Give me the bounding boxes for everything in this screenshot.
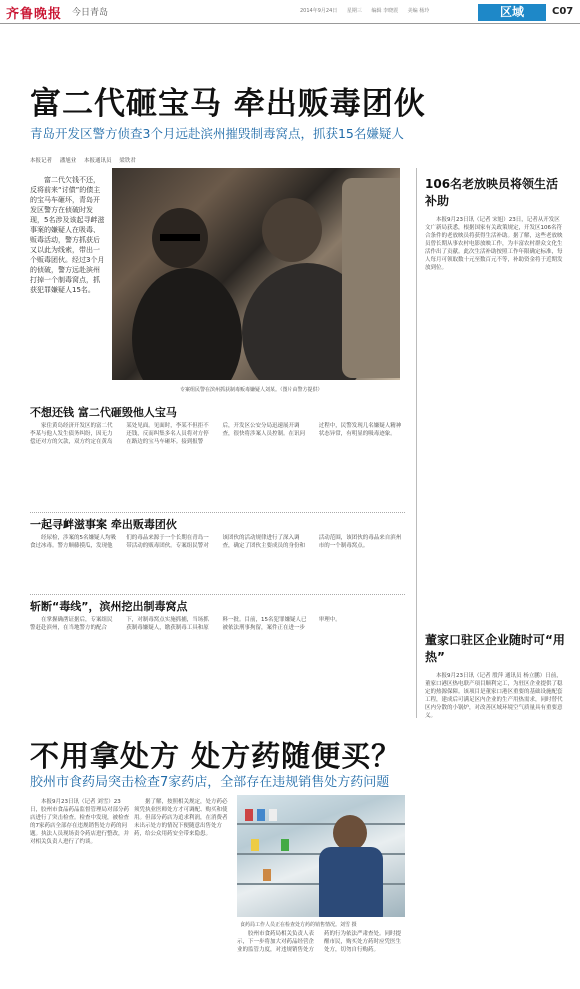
second-subheadline: 胶州市食药局突击检查7家药店，全部存在违规销售处方药问题 [30,775,390,790]
lead-subheadline: 青岛开发区警方侦查3个月远赴滨州摧毁制毒窝点，抓获15名嫌疑人 [30,126,404,141]
issue-info [300,7,437,14]
section-head-3: 斩断“毒线”，滨州挖出制毒窝点 [30,600,188,613]
divider [30,594,405,595]
lead-photo-caption: 专案组民警在滨州抓获制毒贩毒嫌疑人刘某。（图片由警方提供） [180,387,323,393]
byline-part: 本报通讯员 [84,158,112,164]
right-story-1-head: 106名老放映员将领生活补助 [425,177,559,208]
newspaper-logo: 齐鲁晚报 [6,7,63,22]
byline-part: 潘旭业 [59,158,77,164]
section-text-2: 经尿检，涉案的5名嫌疑人均吸食过冰毒。警方顺藤摸瓜，发现他们的毒品来源于一个长期在青岛一带活动的贩毒团伙。专案组民警对该团伙的活动规律进行了深入调查，确定了团伙主要成员的身份和活动范围，该团伙的毒品来自滨州市的一个制毒窝点。 [30,535,402,549]
lead-byline [30,156,142,164]
section-head-2: 一起寻衅滋事案 牵出贩毒团伙 [30,518,177,531]
page-header [0,0,580,24]
design-credit: 美编 杨玲 [407,8,430,14]
byline-part: 梁铁君 [119,158,136,164]
second-text-1: 本报9月23日讯（记者 刘雪）23日，胶州市食品药品监督管理局对部分药店进行了突击检查。检查中发现，被检查的7家药店全部存在违规销售处方药的问题。执法人员现场责令药店进行整改，并对相关负责人进行了约谈。 [30,799,130,845]
lead-summary: 富二代欠钱不还，反将前来“讨债”的债主的宝马车砸坏，青岛开发区警方在侦破时发现，5名涉及该起寻衅滋事案的嫌疑人在吸毒、贩毒活动，警方抓获后又以此为线索，带出一个贩毒团伙。经过3个月的侦破，警方远赴滨州打掉一个制毒窝点，抓获犯罪嫌疑人15名。 [30,176,105,294]
lead-headline: 富二代砸宝马 牵出贩毒团伙 [30,86,426,122]
section-head-1: 不想还钱 富二代砸毁他人宝马 [30,406,177,419]
face-blur-bar [160,234,200,241]
editor-credit: 编辑 李晓震 [371,8,399,14]
section-label: 区域 [478,4,546,21]
right-story-2-text: 本报9月23日讯（记者 殷萍 通讯员 杨立鹏）日前，董家口港区热电联产项目顺利完工，为驻区企业提供了稳定的热源保障。该项目是董家口港区重要的基础设施配套工程，建成后可满足区内企业的生产用热需求，同时替代区内分散的小锅炉，对改善区域环境空气质量具有重要意义。 [425,673,563,719]
section-text-1: 家住黄岛经济开发区的富二代李某与他人发生债务纠纷，因无力偿还对方的欠款，双方约定在黄岛某处见面。见面时，李某不但拒不还钱，反而纠集多名人员将对方停在路边的宝马车砸坏。接到报警后，开发区公安分局迅速展开调查，很快将涉案人员控制。在讯问过程中，民警发现几名嫌疑人精神状态异常，有明显的吸毒迹象。 [30,423,402,445]
divider [30,512,405,513]
second-text-2: 据了解，按照相关规定，处方药必须凭执业医师处方才可调配、购买和使用。但部分药店为追求利润，在消费者未出示处方的情况下便随意出售处方药，给公众用药安全带来隐患。 [134,799,228,837]
second-text-3: 胶州市食药局相关负责人表示，下一步将加大对药品经营企业的监管力度，对违规销售处方药的行为依法严肃查处。同时提醒市民，购买处方药时应凭医生处方，切勿自行购药。 [237,931,402,953]
issue-weekday: 星期三 [346,8,362,14]
second-headline: 不用拿处方 处方药随便买？ [30,739,402,773]
column-rule [416,168,417,718]
byline-part: 本报记者 [30,158,53,164]
lead-photo [112,168,400,380]
right-story-1-text: 本报9月23日讯（记者 宋旭）23日，记者从开发区文广新局获悉，根据国家有关政策规定，开发区106名符合条件的老放映员将获得生活补助。据了解，这些老放映员曾长期从事农村电影放映工作，为丰富农村群众文化生活作出了贡献。此次生活补助按照工作年限确定标准，每人每月可领取数十元至数百元不等，补助资金将于近期发放到位。 [425,217,563,271]
issue-date: 2014年9月24日 [300,8,338,14]
edition-name: 今日青岛 [72,8,109,18]
pharmacy-photo [237,795,405,917]
section-text-3: 在掌握确凿证据后，专案组民警赶赴滨州，在当地警方的配合下，对制毒窝点实施抓捕，当场抓获制毒嫌疑人，缴获制毒工具和原料一批。目前，15名犯罪嫌疑人已被依法刑事拘留，案件正在进一步审理中。 [30,617,341,631]
right-story-2-head: 董家口驻区企业随时可“用热” [425,633,565,664]
page-number: C07 [552,6,574,17]
pharmacy-photo-caption: 食药局工作人员正在检查处方药的销售情况。刘雪 摄 [240,922,357,928]
